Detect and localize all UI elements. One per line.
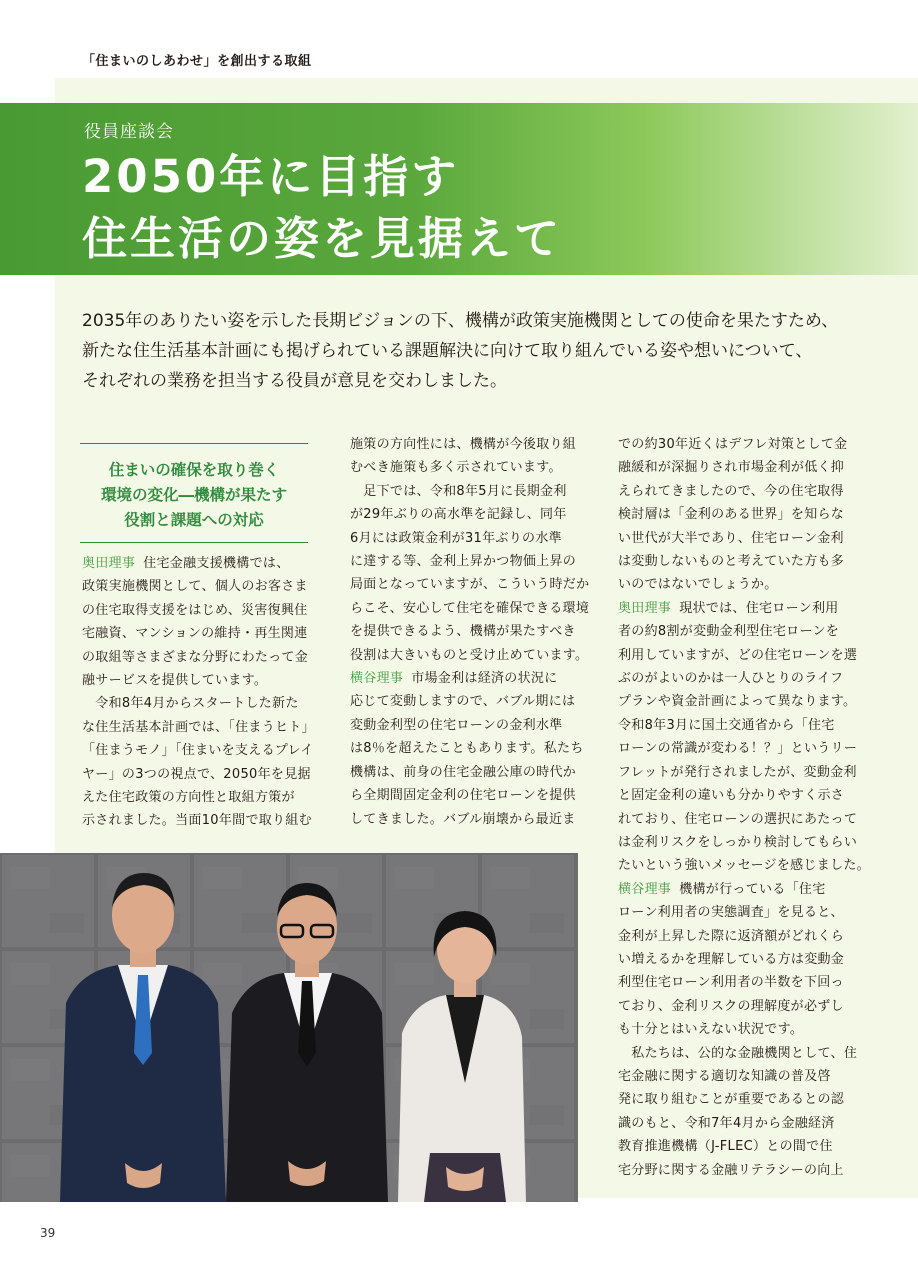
text-line: に達する等、金利上昇かつ物価上昇の xyxy=(350,554,577,570)
text-line: の取組等さまざまな分野にわたって金 xyxy=(82,649,309,665)
text-line: が29年ぶりの高水準を記録し、同年 xyxy=(350,507,567,523)
text-line: 政策実施機関として、個人のお客さま xyxy=(82,579,308,595)
text-line: な住生活基本計画では、「住まうヒト」 xyxy=(82,719,315,735)
section-heading-line: 住まいの確保を取り巻く xyxy=(108,461,280,479)
lead-line: それぞれの業務を担当する役員が意見を交わしました。 xyxy=(82,371,507,391)
text-line: 者の約8割が変動金利型住宅ローンを xyxy=(618,624,840,640)
text-line: 奥田理事 現状では、住宅ローン利用 xyxy=(618,600,839,616)
text-line: 検討層は「金利のある世界」を知らな xyxy=(618,507,845,523)
text-line: 宅金融に関する適切な知識の普及啓 xyxy=(618,1068,831,1084)
text-line: 横谷理事 機構が行っている「住宅 xyxy=(618,881,826,897)
text-line: 融サービスを提供しています。 xyxy=(82,673,268,689)
lead-line: 2035年のありたい姿を示した長期ビジョンの下、機構が政策実施機関としての使命を果たすため、 xyxy=(82,311,839,331)
text-line: は変動しないものと考えていた方も多 xyxy=(618,554,845,570)
section-heading-line: 環境の変化―機構が果たす xyxy=(100,486,287,504)
text-line: 役割は大きいものと受け止めています。 xyxy=(350,647,589,663)
text-line: 横谷理事 市場金利は経済の状況に xyxy=(350,671,558,687)
title-line-1: 2050年に目指す xyxy=(82,150,460,203)
text-line: 金利が上昇した際に返済額がどれくら xyxy=(618,928,845,944)
text-line: 令和8年4月からスタートした新た xyxy=(82,696,299,712)
section-rule-bottom xyxy=(80,542,308,543)
section-heading xyxy=(80,458,308,533)
text-line: えられてきましたので、今の住宅取得 xyxy=(618,483,844,499)
text-line: 示されました。当面10年間で取り組む xyxy=(82,813,312,829)
text-line: 宅融資、マンションの維持・再生関連 xyxy=(82,626,308,642)
article-category: 役員座談会 xyxy=(84,122,174,142)
text-line: えた住宅政策の方向性と取組方策が xyxy=(82,790,295,806)
executives-group-photo xyxy=(0,853,578,1202)
text-line: プランや資金計画によって異なります。 xyxy=(618,694,857,710)
text-line: 発に取り組むことが重要であるとの認 xyxy=(618,1092,845,1108)
text-line: 私たちは、公的な金融機関として、住 xyxy=(618,1045,858,1061)
text-line: むべき施策も多く示されています。 xyxy=(350,460,562,476)
text-line: 施策の方向性には、機構が今後取り組 xyxy=(350,437,577,452)
text-line: 融緩和が深掘りされ市場金利が低く抑 xyxy=(618,460,845,476)
text-line: での約30年近くはデフレ対策として金 xyxy=(618,437,848,452)
speaker-okuda: 奥田理事 xyxy=(618,600,672,616)
text-line: 応じて変動しますので、バブル期には xyxy=(350,694,576,710)
lead-line: 新たな住生活基本計画にも掲げられている課題解決に向けて取り組んでいる姿や想いについて、 xyxy=(82,341,813,361)
text-line: れており、住宅ローンの選択にあたって xyxy=(618,811,858,827)
text-line: いのではないでしょうか。 xyxy=(618,577,778,593)
text-line: 足下では、令和8年5月に長期金利 xyxy=(350,483,567,499)
text-line: 利型住宅ローン利用者の半数を下回っ xyxy=(618,975,844,991)
text-line: らこそ、安心して住宅を確保できる環境 xyxy=(350,600,590,616)
body-column-1 xyxy=(82,552,315,833)
speaker-yokoya: 横谷理事 xyxy=(350,671,404,687)
text-line: 教育推進機構（J-FLEC）との間で住 xyxy=(618,1139,833,1155)
text-line: フレットが発行されましたが、変動金利 xyxy=(618,764,857,780)
text-line: は8％を超えたこともあります。私たち xyxy=(350,741,584,757)
text-line: の住宅取得支援をはじめ、災害復興住 xyxy=(82,602,308,618)
text-line: 宅分野に関する金融リテラシーの向上 xyxy=(618,1162,844,1178)
text-line: 機構は、前身の住宅金融公庫の時代か xyxy=(350,764,577,780)
text-line: い増えるかを理解している方は変動金 xyxy=(618,951,845,967)
text-line: 利用していますが、どの住宅ローンを選 xyxy=(618,647,858,663)
text-line: も十分とはいえない状況です。 xyxy=(618,1022,804,1038)
body-column-3 xyxy=(618,433,870,1182)
body-column-2 xyxy=(350,433,590,831)
text-line: ローンの常識が変わる！？」というリー xyxy=(618,741,858,757)
text-line: は金利リスクをしっかり検討してもらい xyxy=(618,834,858,850)
text-line: 令和8年3月に国土交通省から「住宅 xyxy=(618,717,835,733)
text-line: 変動金利型の住宅ローンの金利水準 xyxy=(350,717,563,733)
section-heading-line: 役割と課題への対応 xyxy=(124,511,264,529)
text-line: を提供できるよう、機構が果たすべき xyxy=(350,624,576,640)
page-number: 39 xyxy=(40,1226,56,1240)
text-line: と固定金利の違いも分かりやすく示さ xyxy=(618,788,845,804)
speaker-yokoya: 横谷理事 xyxy=(618,881,672,897)
text-line: ら全期間固定金利の住宅ローンを提供 xyxy=(350,788,576,804)
text-line: 局面となっていますが、こういう時だか xyxy=(350,577,590,593)
text-line: ており、金利リスクの理解度が必ずし xyxy=(618,998,844,1014)
page-title xyxy=(82,146,562,270)
text-line: 6月には政策金利が31年ぶりの水準 xyxy=(350,530,562,546)
text-line: ローン利用者の実態調査」を見ると、 xyxy=(618,905,844,921)
text-line: たいという強いメッセージを感じました。 xyxy=(618,858,870,874)
text-line: 「住まうモノ」「住まいを支えるプレイ xyxy=(82,743,314,759)
lead-paragraph xyxy=(82,306,862,396)
text-line: い世代が大半であり、住宅ローン金利 xyxy=(618,530,844,546)
speaker-okuda: 奥田理事 xyxy=(82,556,136,571)
section-rule-top xyxy=(80,443,308,444)
text-line: 識のもと、令和7年4月から金融経済 xyxy=(618,1115,835,1131)
text-line: 奥田理事 住宅金融支援機構では、 xyxy=(82,556,290,571)
text-line: ぶのがよいのかは一人ひとりのライフ xyxy=(618,671,844,687)
running-head: 「住まいのしあわせ」を創出する取組 xyxy=(82,54,312,69)
text-line: してきました。バブル崩壊から最近ま xyxy=(350,811,576,827)
text-line: ヤー」の3つの視点で、2050年を見据 xyxy=(82,766,311,782)
title-line-2: 住生活の姿を見据えて xyxy=(82,212,563,265)
